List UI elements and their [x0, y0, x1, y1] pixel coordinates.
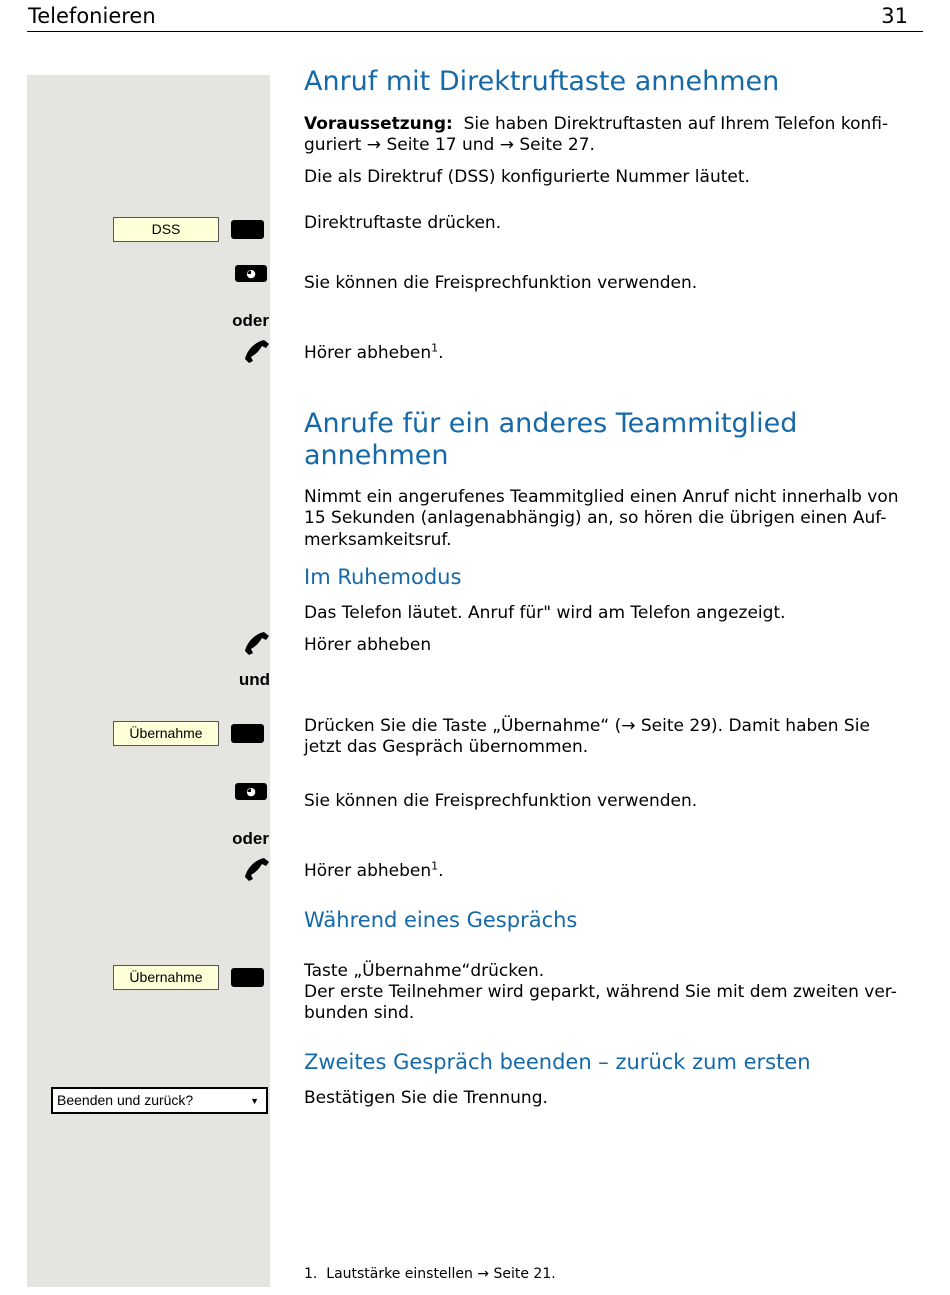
uebernahme-key-label: Übernahme: [113, 965, 219, 990]
step-text: Bestätigen Sie die Trennung.: [304, 1088, 548, 1108]
handset-icon: [244, 856, 270, 882]
intro-line: Nimmt ein angerufenes Teammitglied einen Anruf nicht innerhalb von: [304, 487, 899, 507]
uebernahme-key-button: [231, 968, 264, 987]
step-text: Taste „Übernahme“drücken.: [304, 961, 545, 981]
paragraph: Die als Direktruf (DSS) konfigurierte Nummer läutet.: [304, 167, 750, 187]
period: .: [438, 343, 444, 363]
footnote: [304, 1266, 556, 1282]
step-text: Hörer abheben: [304, 635, 432, 655]
footnote-ref: 1: [431, 341, 439, 355]
page-number: 31: [881, 4, 908, 28]
step-text: Sie können die Freisprechfunktion verwenden.: [304, 273, 698, 293]
speaker-icon: ◕: [246, 785, 256, 798]
dss-key-label: DSS: [113, 217, 219, 242]
footnote-text: Lautstärke einstellen → Seite 21.: [326, 1266, 556, 1282]
handset-icon: [244, 338, 270, 364]
step-text: jetzt das Gespräch übernommen.: [304, 737, 589, 757]
connector-oder-2: oder: [232, 829, 269, 848]
prerequisite-text: Sie haben Direktruftasten auf Ihrem Telefon konfi-: [463, 114, 889, 134]
dss-key-button: [231, 220, 264, 239]
running-header-title: Telefonieren: [28, 4, 156, 28]
section-title-team-line-2: annehmen: [304, 440, 449, 471]
step-text: Sie können die Freisprechfunktion verwenden.: [304, 791, 698, 811]
speaker-key: [235, 265, 267, 282]
subsection-title-beenden: Zweites Gespräch beenden – zurück zum ersten: [304, 1050, 811, 1074]
intro-line: 15 Sekunden (anlagenabhängig) an, so hören die übrigen einen Auf-: [304, 508, 887, 528]
uebernahme-key-button: [231, 724, 264, 743]
subsection-title-ruhemodus: Im Ruhemodus: [304, 565, 462, 589]
connector-oder-1: oder: [232, 311, 269, 330]
step-text-handset: [304, 861, 924, 883]
intro-line: merksamkeitsruf.: [304, 530, 452, 550]
step-text: Direktruftaste drücken.: [304, 213, 502, 233]
prerequisite-line-2: guriert → Seite 17 und → Seite 27.: [304, 135, 595, 155]
connector-und: und: [238, 670, 270, 689]
paragraph: Das Telefon läutet. Anruf für" wird am Telefon angezeigt.: [304, 603, 786, 623]
chevron-down-icon: ▼: [250, 1096, 259, 1106]
subsection-title-gespraech: Während eines Gesprächs: [304, 908, 578, 932]
handset-icon: [244, 630, 270, 656]
prerequisite-line-1: [304, 114, 924, 136]
step-text: Hörer abheben: [304, 861, 432, 881]
speaker-key: [235, 783, 267, 800]
section-title-direktruf: Anruf mit Direktruftaste annehmen: [304, 66, 780, 97]
step-text: Drücken Sie die Taste „Übernahme“ (→ Seite 29). Damit haben Sie: [304, 716, 870, 736]
display-option-dropdown: [51, 1087, 268, 1114]
step-text: bunden sind.: [304, 1003, 415, 1023]
uebernahme-key-label: Übernahme: [113, 721, 219, 746]
step-text: Der erste Teilnehmer wird geparkt, während Sie mit dem zweiten ver-: [304, 982, 897, 1002]
speaker-icon: ◕: [246, 267, 256, 280]
dropdown-label: Beenden und zurück?: [57, 1092, 194, 1108]
footnote-ref: 1: [431, 859, 439, 873]
header-rule: [27, 31, 923, 32]
prerequisite-label: Voraussetzung:: [304, 114, 453, 134]
step-text-handset: [304, 343, 924, 365]
footnote-number: 1.: [304, 1266, 318, 1282]
section-title-team-line-1: Anrufe für ein anderes Teammitglied: [304, 408, 798, 439]
step-text: Hörer abheben: [304, 343, 432, 363]
period: .: [438, 861, 444, 881]
